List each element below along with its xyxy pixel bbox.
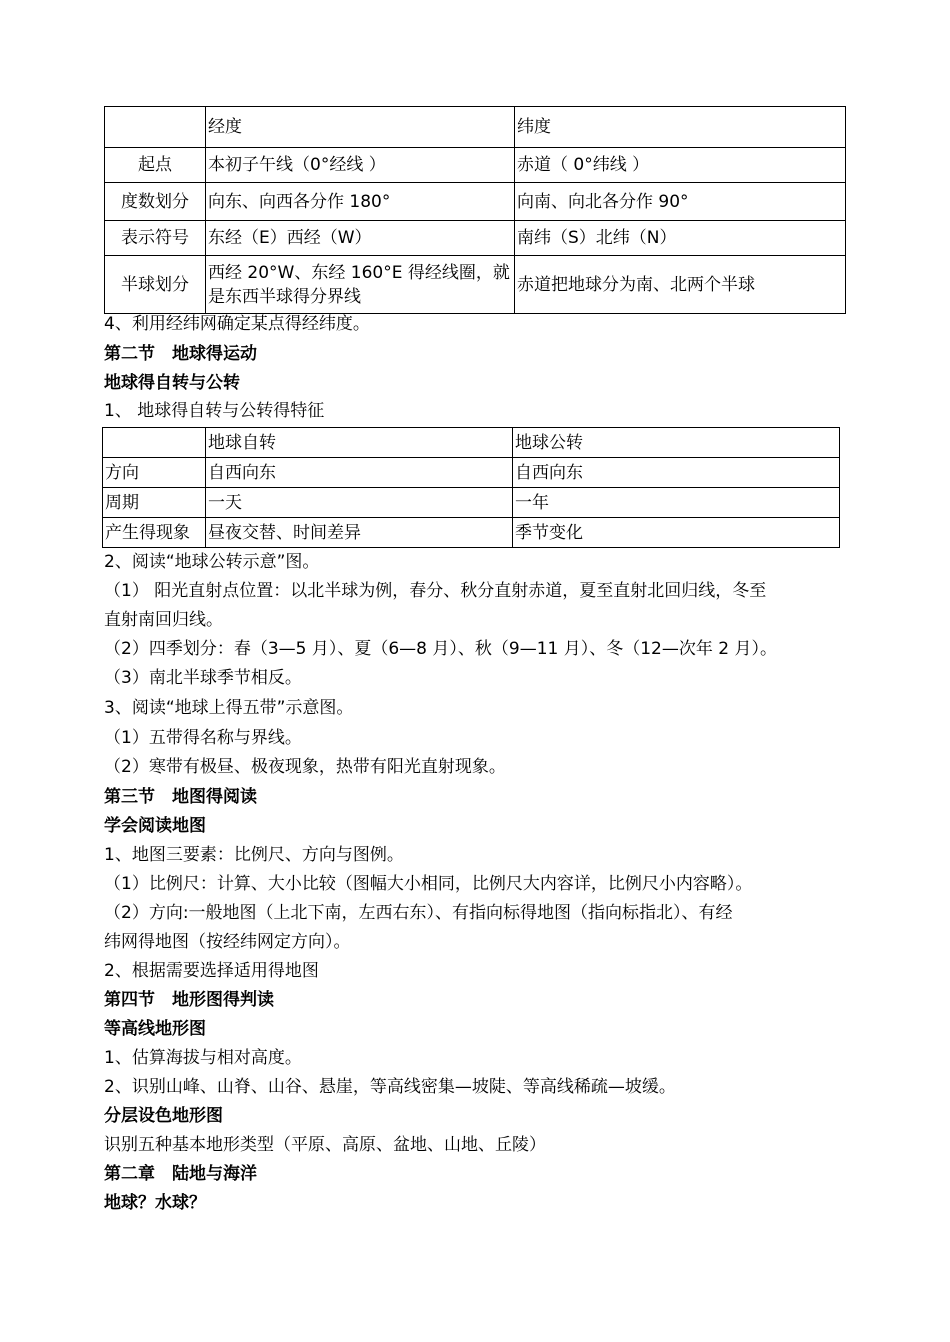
- paragraph: 3、阅读“地球上得五带”示意图。: [104, 698, 354, 718]
- table-cell: 度数划分: [105, 183, 206, 221]
- paragraph: 直射南回归线。: [104, 610, 223, 630]
- table-cell: 东经（E）西经（W）: [206, 221, 515, 256]
- table-cell: 自西向东: [206, 458, 513, 488]
- table-header-cell: 地球公转: [513, 428, 840, 458]
- table-cell: 一年: [513, 488, 840, 518]
- table-cell: 本初子午线（0°经线 ）: [206, 148, 515, 183]
- table-cell: 向南、向北各分作 90°: [515, 183, 846, 221]
- paragraph: 2、根据需要选择适用得地图: [104, 961, 319, 981]
- table-cell: 表示符号: [105, 221, 206, 256]
- table-header-cell: 经度: [206, 107, 515, 148]
- paragraph: 2、阅读“地球公转示意”图。: [104, 552, 320, 572]
- paragraph: 1、 地球得自转与公转得特征: [104, 401, 325, 421]
- table-cell: 季节变化: [513, 518, 840, 548]
- subsection-heading: 学会阅读地图: [104, 816, 206, 836]
- table-cell: 西经 20°W、东经 160°E 得经线圈，就是东西半球得分界线: [206, 256, 515, 314]
- table-header-cell: 纬度: [515, 107, 846, 148]
- table-header-row: [105, 107, 846, 148]
- paragraph: （3）南北半球季节相反。: [104, 668, 302, 688]
- table-cell: 自西向东: [513, 458, 840, 488]
- table-row: [105, 148, 846, 183]
- paragraph: 2、识别山峰、山脊、山谷、悬崖，等高线密集—坡陡、等高线稀疏—坡缓。: [104, 1077, 676, 1097]
- table-cell: [103, 428, 206, 458]
- table-cell: 一天: [206, 488, 513, 518]
- rotation-revolution-table: [102, 427, 840, 548]
- subsection-heading: 地球？水球？: [104, 1193, 206, 1213]
- paragraph: （1）比例尺：计算、大小比较（图幅大小相同，比例尺大内容详，比例尺小内容略）。: [104, 874, 753, 894]
- table-row: [105, 221, 846, 256]
- paragraph: （2）四季划分：春（3—5 月）、夏（6—8 月）、秋（9—11 月）、冬（12—次年 2 月）。: [104, 639, 777, 659]
- paragraph: （1） 阳光直射点位置：以北半球为例，春分、秋分直射赤道，夏至直射北回归线，冬至: [104, 581, 767, 601]
- table-cell: 昼夜交替、时间差异: [206, 518, 513, 548]
- table-cell: 向东、向西各分作 180°: [206, 183, 515, 221]
- table-cell: 方向: [103, 458, 206, 488]
- paragraph: （2）方向:一般地图（上北下南，左西右东）、有指向标得地图（指向标指北）、有经: [104, 903, 733, 923]
- chapter-heading: 第二章 陆地与海洋: [104, 1164, 257, 1184]
- paragraph: 4、利用经纬网确定某点得经纬度。: [104, 314, 370, 334]
- subsection-heading: 等高线地形图: [104, 1019, 206, 1039]
- paragraph: 1、估算海拔与相对高度。: [104, 1048, 302, 1068]
- table-cell: 半球划分: [105, 256, 206, 314]
- table-cell: [105, 107, 206, 148]
- table-cell: 赤道（ 0°纬线 ）: [515, 148, 846, 183]
- table-row: [103, 458, 840, 488]
- table-row: [105, 183, 846, 221]
- table-cell: 起点: [105, 148, 206, 183]
- subsection-heading: 地球得自转与公转: [104, 373, 240, 393]
- section-heading: 第三节 地图得阅读: [104, 787, 257, 807]
- paragraph: 1、地图三要素：比例尺、方向与图例。: [104, 845, 404, 865]
- paragraph: 纬网得地图（按经纬网定方向）。: [104, 932, 351, 952]
- table-cell: 赤道把地球分为南、北两个半球: [515, 256, 846, 314]
- table-header-row: [103, 428, 840, 458]
- table-header-cell: 地球自转: [206, 428, 513, 458]
- table-cell: 产生得现象: [103, 518, 206, 548]
- table-cell: 南纬（S）北纬（N）: [515, 221, 846, 256]
- table-row: [105, 256, 846, 314]
- table-row: [103, 518, 840, 548]
- longitude-latitude-table: [104, 106, 846, 314]
- table-cell: 周期: [103, 488, 206, 518]
- paragraph: （1）五带得名称与界线。: [104, 728, 302, 748]
- section-heading: 第四节 地形图得判读: [104, 990, 274, 1010]
- section-heading: 第二节 地球得运动: [104, 344, 257, 364]
- paragraph: 识别五种基本地形类型（平原、高原、盆地、山地、丘陵）: [104, 1135, 546, 1155]
- paragraph: （2）寒带有极昼、极夜现象，热带有阳光直射现象。: [104, 757, 506, 777]
- subsection-heading: 分层设色地形图: [104, 1106, 223, 1126]
- table-row: [103, 488, 840, 518]
